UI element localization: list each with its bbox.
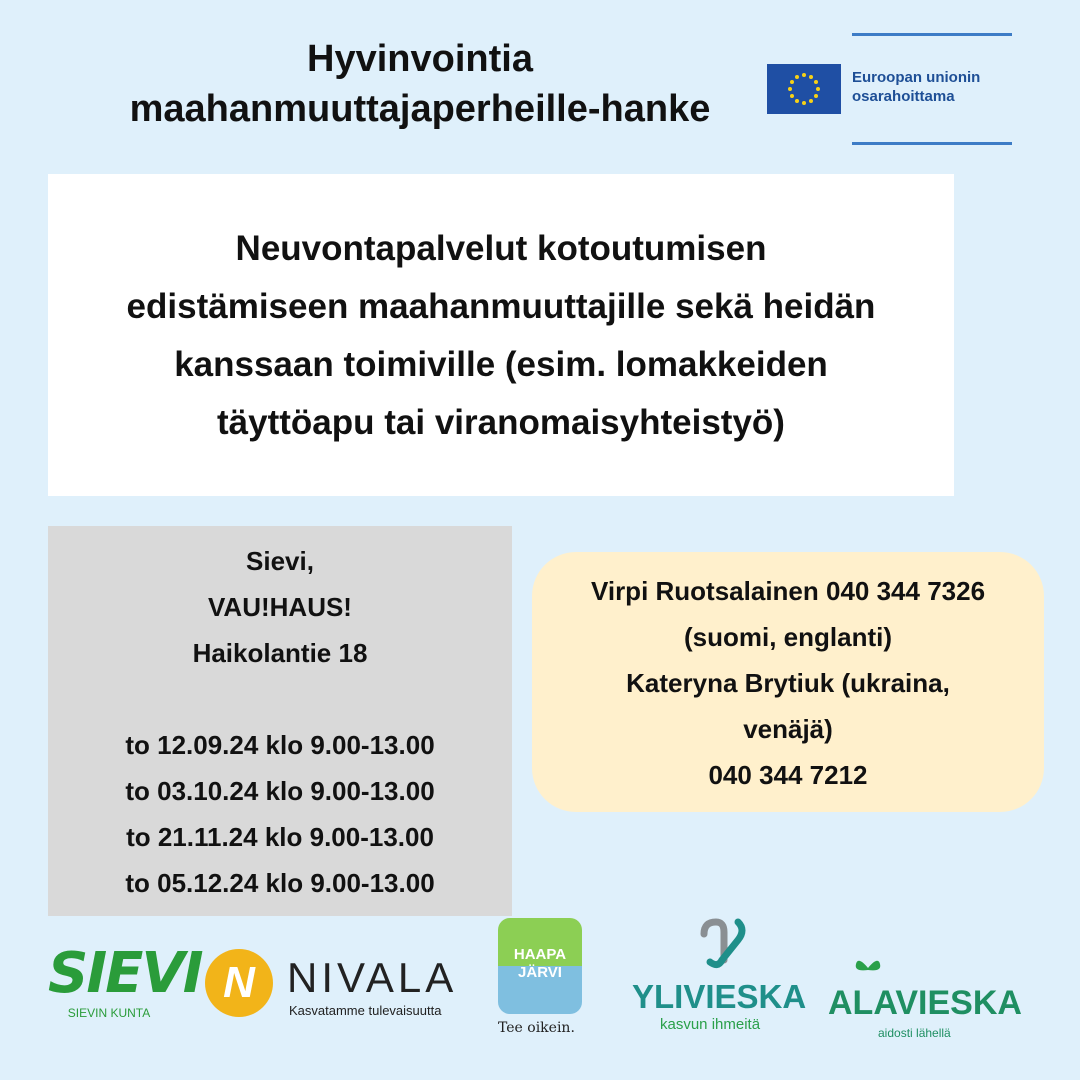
service-description xyxy=(48,220,954,452)
venue-address xyxy=(48,526,512,676)
service-description-line: Neuvontapalvelut kotoutumisen xyxy=(235,229,767,268)
schedule-item: to 21.11.24 klo 9.00-13.00 xyxy=(126,822,434,852)
venue-town: Sievi, xyxy=(246,546,314,576)
schedule-item: to 03.10.24 klo 9.00-13.00 xyxy=(125,776,435,806)
eu-flag-icon xyxy=(767,64,841,114)
contact-card xyxy=(532,552,1044,812)
venue-schedule-card xyxy=(48,526,512,916)
service-description-line: täyttöapu tai viranomaisyhteistyö) xyxy=(217,403,785,442)
contact-line: 040 344 7212 xyxy=(708,760,868,790)
eu-funding-line-1: Euroopan unionin xyxy=(852,69,981,86)
eu-funding-label xyxy=(852,68,980,106)
venue-street: Haikolantie 18 xyxy=(192,638,368,668)
alavieska-logo xyxy=(828,956,1022,1040)
haapajarvi-logo-word-2: JÄRVI xyxy=(518,964,562,981)
ylivieska-logo-name: YLIVIESKA xyxy=(632,978,807,1015)
contact-line: Kateryna Brytiuk (ukraina, xyxy=(626,668,950,698)
haapajarvi-logo-tagline: Tee oikein. xyxy=(498,1020,575,1036)
nivala-logo xyxy=(205,949,465,1029)
sievi-logo-subtitle: SIEVIN KUNTA xyxy=(67,1006,151,1020)
eu-bottom-divider xyxy=(852,142,1012,145)
project-title-line-1: Hyvinvointia xyxy=(307,38,533,80)
haapajarvi-logo-word-1: HAAPA xyxy=(513,946,567,963)
venue-name: VAU!HAUS! xyxy=(208,592,352,622)
butterfly-icon xyxy=(854,956,882,980)
project-title-line-2: maahanmuuttajaperheille-hanke xyxy=(129,88,711,130)
nivala-logo-name: NIVALA xyxy=(287,954,458,1001)
contact-line: (suomi, englanti) xyxy=(684,622,892,652)
schedule-list xyxy=(48,722,512,906)
nivala-logo-tagline: Kasvatamme tulevaisuutta xyxy=(289,1003,442,1018)
eu-funding-line-2: osarahoittama xyxy=(852,88,955,105)
service-description-line: edistämiseen maahanmuuttajille sekä heidän xyxy=(126,287,876,326)
service-description-card xyxy=(48,174,954,496)
ylivieska-logo-tagline: kasvun ihmeitä xyxy=(660,1016,761,1033)
nivala-logo-mark: N xyxy=(205,949,273,1017)
contact-line: venäjä) xyxy=(743,714,833,744)
ylivieska-logo xyxy=(632,916,812,1040)
sievi-logo-mark: SIEVI xyxy=(48,941,202,1006)
eu-top-divider xyxy=(852,33,1012,36)
service-description-line: kanssaan toimiville (esim. lomakkeiden xyxy=(174,345,828,384)
alavieska-logo-tagline: aidosti lähellä xyxy=(878,1026,951,1040)
project-title xyxy=(60,34,780,134)
alavieska-logo-name: ALAVIESKA xyxy=(828,984,1022,1022)
contact-info xyxy=(532,552,1044,798)
ylivieska-emblem-icon xyxy=(694,916,750,974)
schedule-item: to 12.09.24 klo 9.00-13.00 xyxy=(125,730,435,760)
schedule-item: to 05.12.24 klo 9.00-13.00 xyxy=(125,868,435,898)
haapajarvi-logo xyxy=(498,918,608,1040)
sievi-logo xyxy=(48,941,202,1020)
contact-line: Virpi Ruotsalainen 040 344 7326 xyxy=(590,576,986,606)
